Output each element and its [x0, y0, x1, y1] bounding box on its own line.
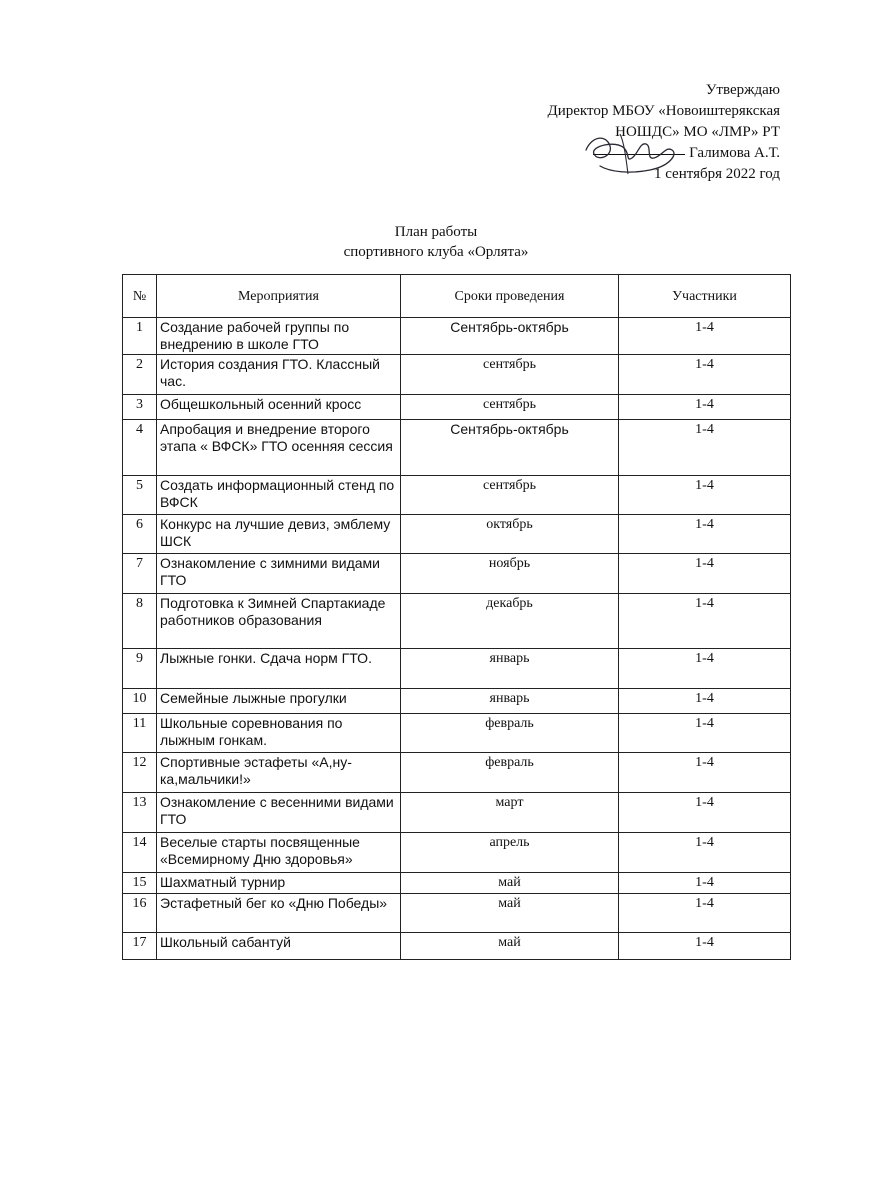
row-num: 16 — [123, 894, 157, 933]
row-num: 2 — [123, 355, 157, 395]
approval-approve: Утверждаю — [705, 82, 780, 98]
row-when: сентябрь — [401, 355, 619, 395]
row-when: январь — [401, 649, 619, 689]
approval-director-line2: НОШДС» МО «ЛМР» РТ — [615, 124, 780, 140]
row-when: Сентябрь-октябрь — [401, 318, 619, 355]
row-when: май — [401, 894, 619, 933]
approval-director-line1: Директор МБОУ «Новоиштерякская — [547, 103, 780, 119]
row-event: Эстафетный бег ко «Дню Победы» — [157, 894, 401, 933]
row-when: февраль — [401, 753, 619, 793]
row-event: Семейные лыжные прогулки — [157, 689, 401, 714]
table-row — [123, 753, 791, 793]
row-event: Ознакомление с зимними видами ГТО — [157, 554, 401, 594]
row-num: 13 — [123, 793, 157, 833]
row-who: 1-4 — [619, 649, 791, 689]
row-when: январь — [401, 689, 619, 714]
row-when: сентябрь — [401, 395, 619, 420]
row-num: 10 — [123, 689, 157, 714]
table-row — [123, 933, 791, 960]
row-event: Спортивные эстафеты «А,ну-ка,мальчики!» — [157, 753, 401, 793]
row-num: 17 — [123, 933, 157, 960]
header-when: Сроки проведения — [401, 275, 619, 318]
title-line2: спортивного клуба «Орлята» — [343, 244, 529, 260]
row-num: 8 — [123, 594, 157, 649]
row-num: 4 — [123, 420, 157, 476]
row-who: 1-4 — [619, 395, 791, 420]
table-row — [123, 793, 791, 833]
row-event: Школьный сабантуй — [157, 933, 401, 960]
row-who: 1-4 — [619, 933, 791, 960]
row-when: Сентябрь-октябрь — [401, 420, 619, 476]
row-when: март — [401, 793, 619, 833]
plan-table — [122, 274, 791, 960]
header-who: Участники — [619, 275, 791, 318]
row-event: Создание рабочей группы по внедрению в школе ГТО — [157, 318, 401, 355]
row-who: 1-4 — [619, 894, 791, 933]
row-event: Ознакомление с весенними видами ГТО — [157, 793, 401, 833]
row-num: 1 — [123, 318, 157, 355]
row-who: 1-4 — [619, 833, 791, 873]
row-who: 1-4 — [619, 714, 791, 753]
row-event: Подготовка к Зимней Спартакиаде работников образования — [157, 594, 401, 649]
header-event: Мероприятия — [157, 275, 401, 318]
approval-name: Галимова А.Т. — [689, 145, 780, 161]
row-num: 11 — [123, 714, 157, 753]
row-num: 15 — [123, 873, 157, 894]
row-event: Лыжные гонки. Сдача норм ГТО. — [157, 649, 401, 689]
table-header-row — [123, 275, 791, 318]
document-title — [0, 222, 872, 262]
table-row — [123, 594, 791, 649]
row-when: февраль — [401, 714, 619, 753]
handwritten-signature — [580, 128, 690, 178]
row-when: ноябрь — [401, 554, 619, 594]
row-num: 6 — [123, 515, 157, 554]
row-num: 3 — [123, 395, 157, 420]
row-who: 1-4 — [619, 689, 791, 714]
row-when: май — [401, 933, 619, 960]
row-when: декабрь — [401, 594, 619, 649]
table-row — [123, 476, 791, 515]
row-event: Общешкольный осенний кросс — [157, 395, 401, 420]
table-row — [123, 873, 791, 894]
row-num: 9 — [123, 649, 157, 689]
row-who: 1-4 — [619, 355, 791, 395]
row-who: 1-4 — [619, 515, 791, 554]
row-when: сентябрь — [401, 476, 619, 515]
row-who: 1-4 — [619, 753, 791, 793]
row-event: Конкурс на лучшие девиз, эмблему ШСК — [157, 515, 401, 554]
table-row — [123, 833, 791, 873]
row-event: Шахматный турнир — [157, 873, 401, 894]
row-when: апрель — [401, 833, 619, 873]
table-row — [123, 355, 791, 395]
table-row — [123, 395, 791, 420]
row-who: 1-4 — [619, 793, 791, 833]
row-event: Создать информационный стенд по ВФСК — [157, 476, 401, 515]
table-row — [123, 894, 791, 933]
row-who: 1-4 — [619, 594, 791, 649]
row-who: 1-4 — [619, 420, 791, 476]
table-row — [123, 689, 791, 714]
table-row — [123, 318, 791, 355]
row-num: 12 — [123, 753, 157, 793]
table-row — [123, 515, 791, 554]
row-num: 14 — [123, 833, 157, 873]
title-line1: План работы — [394, 224, 478, 240]
row-event: История создания ГТО. Классный час. — [157, 355, 401, 395]
table-row — [123, 554, 791, 594]
row-when: октябрь — [401, 515, 619, 554]
table-row — [123, 649, 791, 689]
header-num: № — [123, 275, 157, 318]
row-num: 7 — [123, 554, 157, 594]
row-who: 1-4 — [619, 873, 791, 894]
plan-table-body — [123, 318, 791, 960]
row-who: 1-4 — [619, 554, 791, 594]
table-row — [123, 420, 791, 476]
row-who: 1-4 — [619, 318, 791, 355]
row-num: 5 — [123, 476, 157, 515]
row-event: Апробация и внедрение второго этапа « ВФСК» ГТО осенняя сессия — [157, 420, 401, 476]
approval-date: 1 сентября 2022 год — [653, 166, 780, 182]
row-event: Веселые старты посвященные «Всемирному Дню здоровья» — [157, 833, 401, 873]
row-when: май — [401, 873, 619, 894]
row-event: Школьные соревнования по лыжным гонкам. — [157, 714, 401, 753]
row-who: 1-4 — [619, 476, 791, 515]
table-row — [123, 714, 791, 753]
